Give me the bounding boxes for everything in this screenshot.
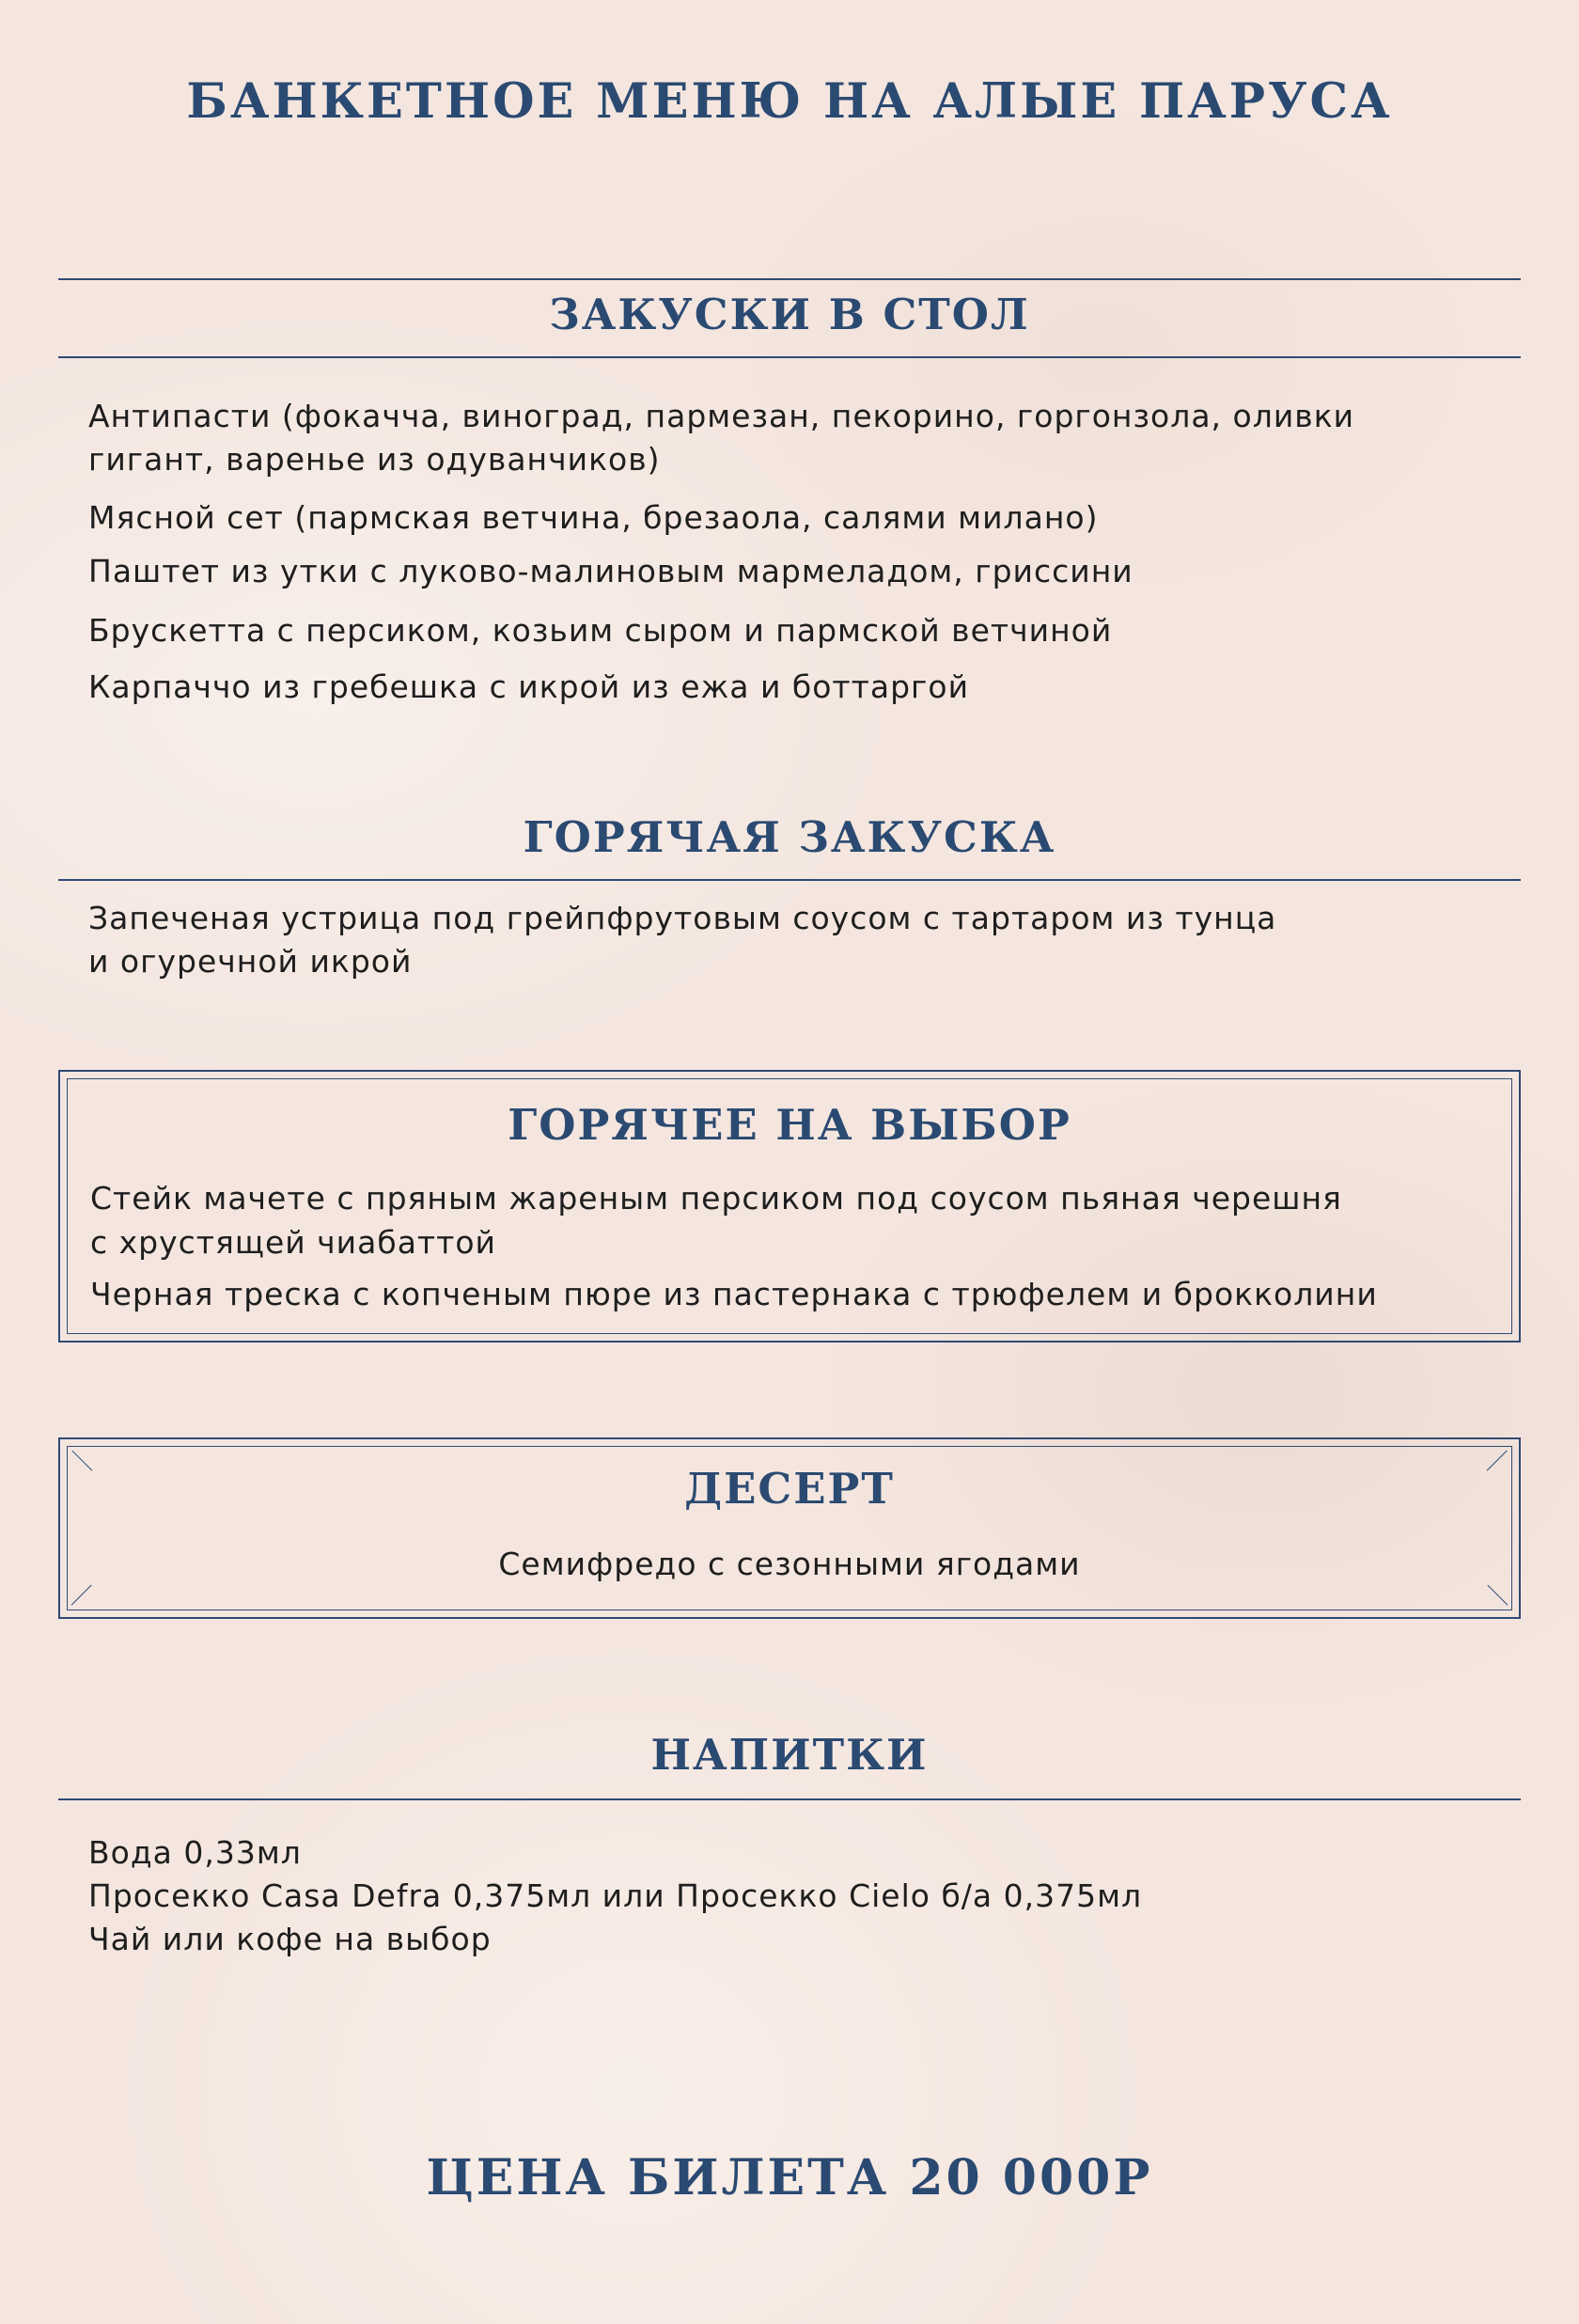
hot-choice-frame (58, 1070, 1521, 1343)
list-item: Чай или кофе на выбор (88, 1921, 492, 1957)
dessert-heading: ДЕСЕРТ (684, 1464, 895, 1514)
drinks-list (88, 1831, 1142, 1961)
list-item: Карпаччо из гребешка с икрой из ежа и боттаргой (88, 668, 970, 705)
list-item: с хрустящей чиабаттой (90, 1224, 497, 1261)
list-item: Паштет из утки с луково-малиновым мармеладом, гриссини (88, 553, 1133, 589)
hot-starter-heading: ГОРЯЧАЯ ЗАКУСКА (523, 812, 1056, 862)
ticket-price: ЦЕНА БИЛЕТА 20 000Р (426, 2149, 1153, 2206)
hot-choice-list (90, 1177, 1378, 1316)
list-item: Просекко Casa Defra 0,375мл или Просекко Cielo б/а 0,375мл (88, 1877, 1143, 1914)
list-item: гигант, варенье из одуванчиков) (88, 441, 661, 478)
list-item: и огуречной икрой (88, 943, 413, 980)
drinks-heading: НАПИТКИ (650, 1730, 929, 1780)
hot-starter-list (88, 897, 1276, 983)
starters-heading: ЗАКУСКИ В СТОЛ (549, 290, 1030, 339)
drinks-rule (58, 1798, 1521, 1800)
list-item: Вода 0,33мл (88, 1834, 302, 1871)
list-item: Запеченая устрица под грейпфрутовым соусом с тартаром из тунца (88, 900, 1277, 936)
page-title: БАНКЕТНОЕ МЕНЮ НА АЛЫЕ ПАРУСА (186, 73, 1393, 130)
dessert-item: Семифредо с сезонными ягодами (498, 1546, 1081, 1582)
list-item: Антипасти (фокачча, виноград, пармезан, пекорино, горгонзола, оливки (88, 398, 1355, 434)
hot-choice-heading: ГОРЯЧЕЕ НА ВЫБОР (508, 1100, 1071, 1150)
starters-bottom-rule (58, 356, 1521, 358)
list-item: Стейк мачете с пряным жареным персиком под соусом пьяная черешня (90, 1180, 1342, 1217)
list-item: Мясной сет (пармская ветчина, брезаола, салями милано) (88, 499, 1099, 536)
dessert-frame (58, 1437, 1521, 1619)
list-item: Черная треска с копченым пюре из пастернака с трюфелем и брокколини (90, 1276, 1378, 1312)
starters-list (88, 395, 1354, 709)
hot-starter-rule (58, 879, 1521, 881)
starters-top-rule (58, 278, 1521, 280)
list-item: Брускетта с персиком, козьим сыром и пармской ветчиной (88, 612, 1113, 649)
